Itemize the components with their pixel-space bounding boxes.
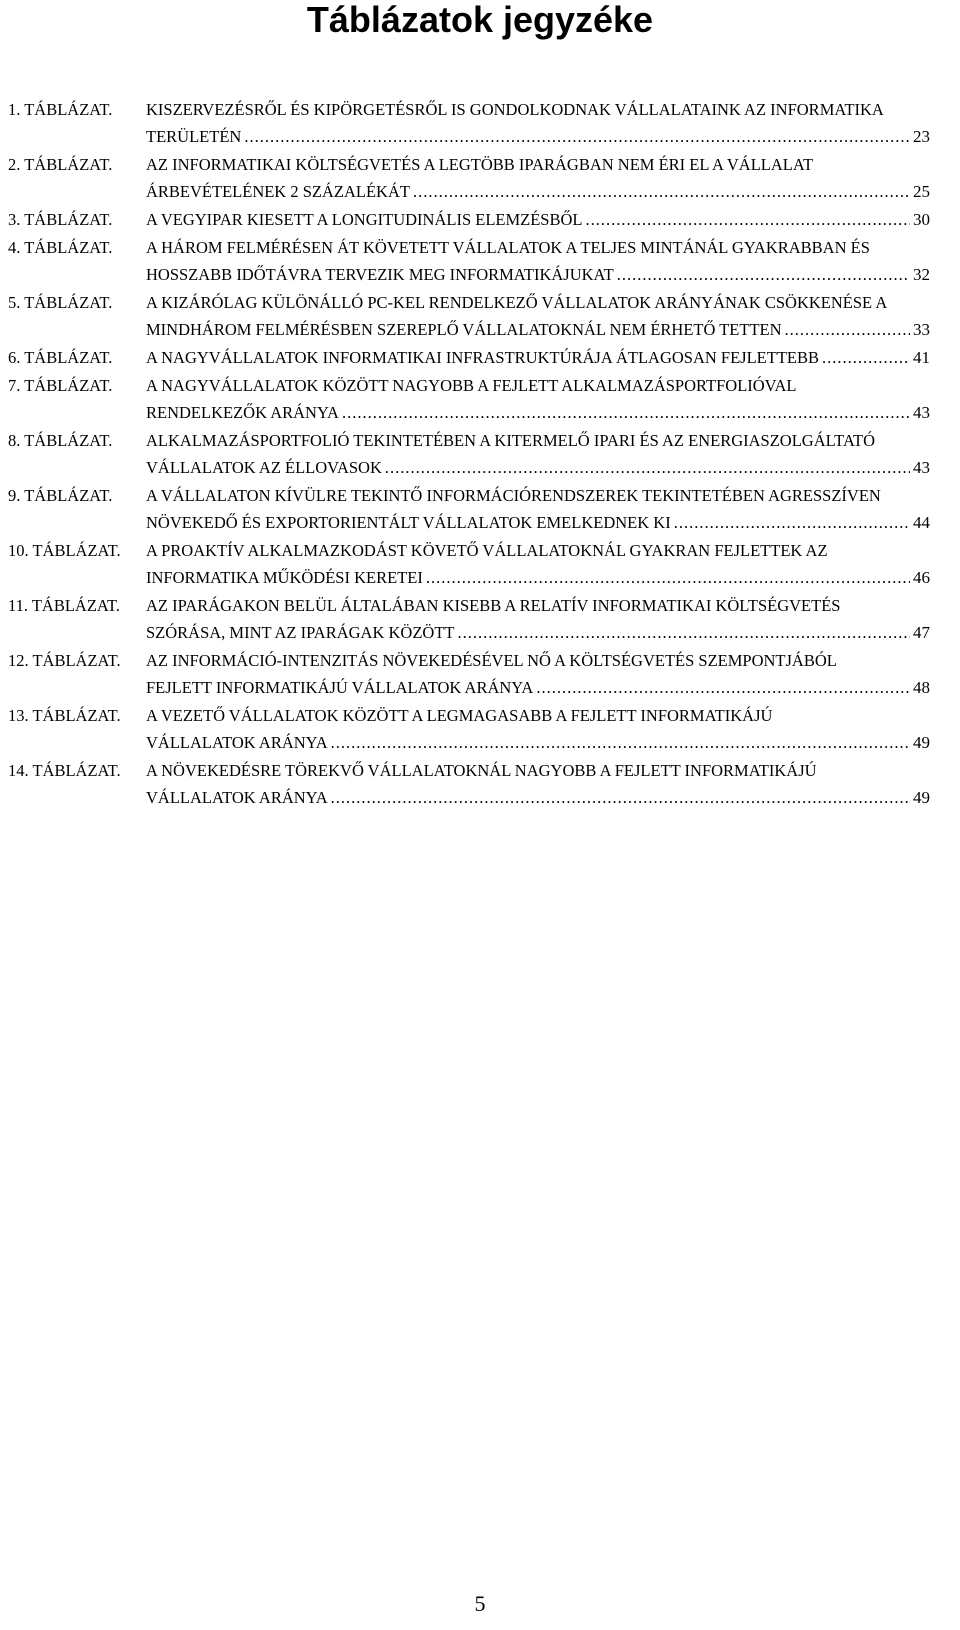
dot-leader xyxy=(457,619,910,646)
entry-title-line: VÁLLALATOK ARÁNYA xyxy=(146,788,328,807)
entry-title-line: A HÁROM FELMÉRÉSEN ÁT KÖVETETT VÁLLALATOK A TELJES MINTÁNÁL GYAKRABBAN ÉS xyxy=(146,238,870,257)
entry-page-number: 25 xyxy=(913,182,930,201)
entry-title-line: A NAGYVÁLLALATOK INFORMATIKAI INFRASTRUKTÚRÁJA ÁTLAGOSAN FEJLETTEBB xyxy=(146,348,819,367)
entry-title-line: AZ IPARÁGAKON BELÜL ÁLTALÁBAN KISEBB A RELATÍV INFORMATIKAI KÖLTSÉGVETÉS xyxy=(146,596,841,615)
entry-label: 6. TÁBLÁZAT. xyxy=(8,348,113,367)
entry-label: 10. TÁBLÁZAT. xyxy=(8,541,121,560)
entry-title-line: FEJLETT INFORMATIKÁJÚ VÁLLALATOK ARÁNYA xyxy=(146,678,534,697)
entry-label: 7. TÁBLÁZAT. xyxy=(8,376,113,395)
entry-title-line: A PROAKTÍV ALKALMAZKODÁST KÖVETŐ VÁLLALATOKNÁL GYAKRAN FEJLETTEK AZ xyxy=(146,541,828,560)
toc-entry-4[interactable] xyxy=(8,234,930,288)
entry-label: 8. TÁBLÁZAT. xyxy=(8,431,113,450)
entry-page-number: 44 xyxy=(913,513,930,532)
toc-entry-5[interactable] xyxy=(8,289,930,343)
entry-title-line: VÁLLALATOK AZ ÉLLOVASOK xyxy=(146,458,382,477)
dot-leader xyxy=(426,564,910,591)
entry-page-number: 41 xyxy=(913,348,930,367)
table-of-tables xyxy=(8,96,930,812)
toc-entry-2[interactable] xyxy=(8,151,930,205)
entry-label: 1. TÁBLÁZAT. xyxy=(8,100,113,119)
entry-title-line: A NÖVEKEDÉSRE TÖREKVŐ VÁLLALATOKNÁL NAGYOBB A FEJLETT INFORMATIKÁJÚ xyxy=(146,761,817,780)
entry-page-number: 46 xyxy=(913,568,930,587)
entry-title-line: ALKALMAZÁSPORTFOLIÓ TEKINTETÉBEN A KITERMELŐ IPARI ÉS AZ ENERGIASZOLGÁLTATÓ xyxy=(146,431,876,450)
toc-entry-12[interactable] xyxy=(8,647,930,701)
toc-entry-3[interactable] xyxy=(8,206,930,233)
dot-leader xyxy=(244,123,910,150)
entry-label: 3. TÁBLÁZAT. xyxy=(8,210,113,229)
dot-leader xyxy=(385,454,910,481)
entry-title-line: AZ INFORMÁCIÓ-INTENZITÁS NÖVEKEDÉSÉVEL NŐ A KÖLTSÉGVETÉS SZEMPONTJÁBÓL xyxy=(146,651,837,670)
entry-title-line: MINDHÁROM FELMÉRÉSBEN SZEREPLŐ VÁLLALATOKNÁL NEM ÉRHETŐ TETTEN xyxy=(146,320,782,339)
entry-page-number: 43 xyxy=(913,458,930,477)
toc-entry-1[interactable] xyxy=(8,96,930,150)
entry-title-line: HOSSZABB IDŐTÁVRA TERVEZIK MEG INFORMATIKÁJUKAT xyxy=(146,265,614,284)
toc-entry-6[interactable] xyxy=(8,344,930,371)
entry-title-line: A KIZÁRÓLAG KÜLÖNÁLLÓ PC-KEL RENDELKEZŐ VÁLLALATOK ARÁNYÁNAK CSÖKKENÉSE A xyxy=(146,293,888,312)
toc-entry-8[interactable] xyxy=(8,427,930,481)
entry-page-number: 32 xyxy=(913,265,930,284)
dot-leader xyxy=(674,509,910,536)
footer-page-number: 5 xyxy=(474,1591,486,1616)
dot-leader xyxy=(331,729,910,756)
dot-leader xyxy=(342,399,910,426)
page-title: Táblázatok jegyzéke xyxy=(306,0,654,40)
entry-label: 11. TÁBLÁZAT. xyxy=(8,596,120,615)
entry-label: 12. TÁBLÁZAT. xyxy=(8,651,121,670)
entry-page-number: 49 xyxy=(913,733,930,752)
entry-title-line: RENDELKEZŐK ARÁNYA xyxy=(146,403,339,422)
toc-entry-10[interactable] xyxy=(8,537,930,591)
entry-page-number: 48 xyxy=(913,678,930,697)
entry-page-number: 33 xyxy=(913,320,930,339)
entry-title-line: ÁRBEVÉTELÉNEK 2 SZÁZALÉKÁT xyxy=(146,182,410,201)
toc-entry-7[interactable] xyxy=(8,372,930,426)
dot-leader xyxy=(413,178,910,205)
entry-title-line: SZÓRÁSA, MINT AZ IPARÁGAK KÖZÖTT xyxy=(146,623,455,642)
entry-page-number: 30 xyxy=(913,210,930,229)
toc-entry-11[interactable] xyxy=(8,592,930,646)
dot-leader xyxy=(822,344,910,371)
entry-label: 2. TÁBLÁZAT. xyxy=(8,155,113,174)
dot-leader xyxy=(536,674,910,701)
entry-title-line: VÁLLALATOK ARÁNYA xyxy=(146,733,328,752)
entry-title-line: TERÜLETÉN xyxy=(146,127,242,146)
entry-title-line: AZ INFORMATIKAI KÖLTSÉGVETÉS A LEGTÖBB IPARÁGBAN NEM ÉRI EL A VÁLLALAT xyxy=(146,155,814,174)
entry-page-number: 49 xyxy=(913,788,930,807)
entry-title-line: KISZERVEZÉSRŐL ÉS KIPÖRGETÉSRŐL IS GONDOLKODNAK VÁLLALATAINK AZ INFORMATIKA xyxy=(146,100,884,119)
entry-label: 14. TÁBLÁZAT. xyxy=(8,761,121,780)
toc-entry-14[interactable] xyxy=(8,757,930,811)
dot-leader xyxy=(785,316,910,343)
entry-page-number: 43 xyxy=(913,403,930,422)
entry-page-number: 47 xyxy=(913,623,930,642)
entry-label: 9. TÁBLÁZAT. xyxy=(8,486,113,505)
toc-entry-9[interactable] xyxy=(8,482,930,536)
toc-entry-13[interactable] xyxy=(8,702,930,756)
entry-title-line: A NAGYVÁLLALATOK KÖZÖTT NAGYOBB A FEJLETT ALKALMAZÁSPORTFOLIÓVAL xyxy=(146,376,797,395)
entry-page-number: 23 xyxy=(913,127,930,146)
entry-title-line: NÖVEKEDŐ ÉS EXPORTORIENTÁLT VÁLLALATOK EMELKEDNEK KI xyxy=(146,513,671,532)
entry-title-line: A VEGYIPAR KIESETT A LONGITUDINÁLIS ELEMZÉSBŐL xyxy=(146,210,583,229)
dot-leader xyxy=(331,784,910,811)
dot-leader xyxy=(617,261,910,288)
entry-label: 5. TÁBLÁZAT. xyxy=(8,293,113,312)
entry-label: 4. TÁBLÁZAT. xyxy=(8,238,113,257)
entry-title-line: INFORMATIKA MŰKÖDÉSI KERETEI xyxy=(146,568,423,587)
entry-title-line: A VÁLLALATON KÍVÜLRE TEKINTŐ INFORMÁCIÓRENDSZEREK TEKINTETÉBEN AGRESSZÍVEN xyxy=(146,486,881,505)
entry-title-line: A VEZETŐ VÁLLALATOK KÖZÖTT A LEGMAGASABB A FEJLETT INFORMATIKÁJÚ xyxy=(146,706,773,725)
dot-leader xyxy=(586,206,911,233)
entry-label: 13. TÁBLÁZAT. xyxy=(8,706,121,725)
